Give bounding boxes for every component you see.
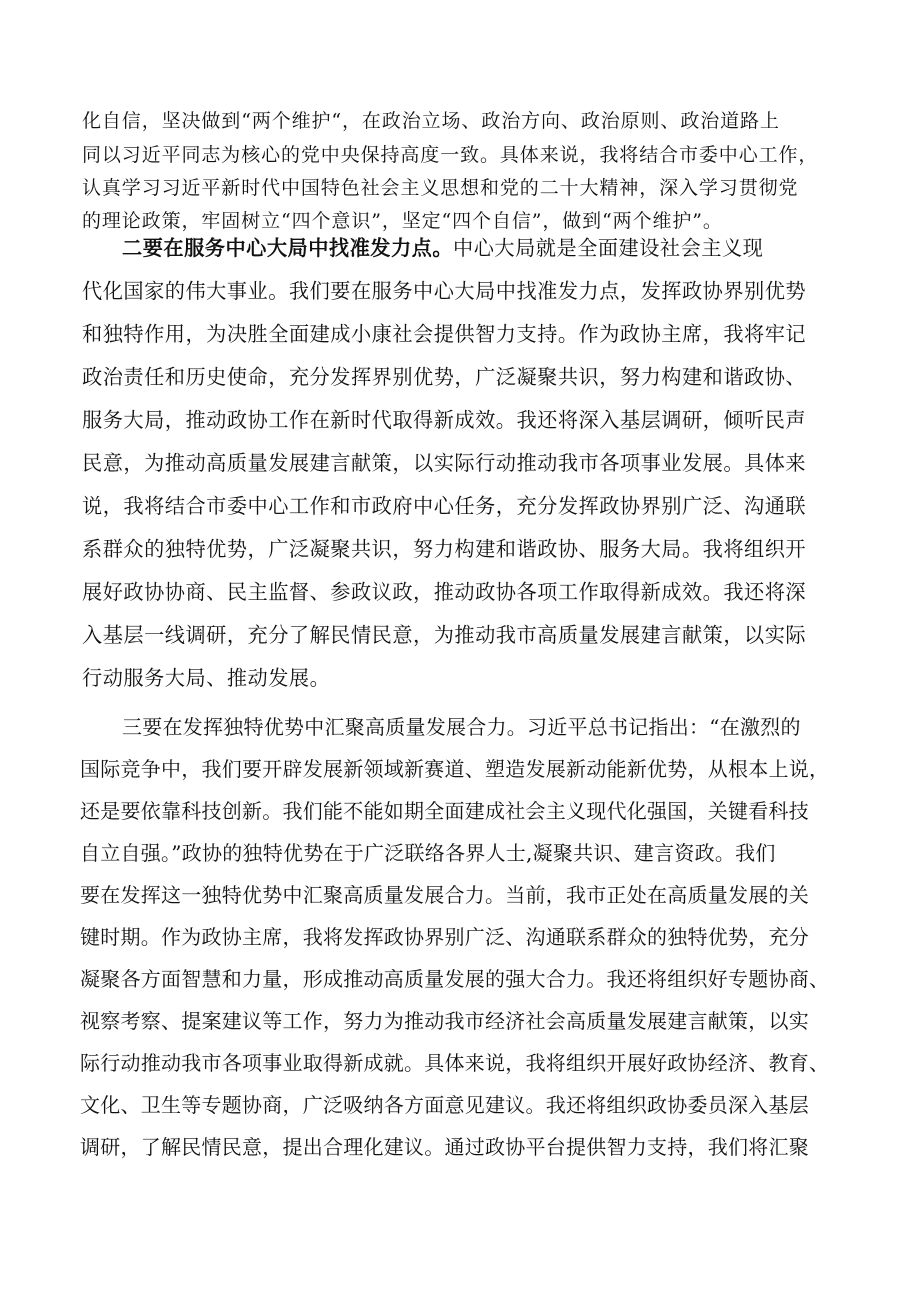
paragraph-1-line: 的理论政策，牢固树立“四个意识”，坚定“四个自信”，做到“两个维护”。 (82, 210, 723, 232)
paragraph-2-heading: 二要在服务中心大局中找准发力点。 (122, 236, 454, 260)
paragraph-3-line: 际行动推动我市各项事业取得新成就。具体来说，我将组织开展好政协经济、教育、 (80, 1051, 830, 1075)
paragraph-3-line: 三要在发挥独特优势中汇聚高质量发展合力。习近平总书记指出：“在激烈的 (122, 715, 801, 739)
paragraph-3-line: 视察考察、提案建议等工作，努力为推动我市经济社会高质量发展建言献策，以实 (80, 1009, 809, 1033)
paragraph-3-line: 键时期。作为政协主席，我将发挥政协界别广泛、沟通联系群众的独特优势，充分 (80, 925, 809, 949)
paragraph-1-line: 化自信，坚决做到“两个维护“，在政治立场、政治方向、政治原则、政治道路上 (82, 110, 780, 132)
paragraph-2-line: 代化国家的伟大事业。我们要在服务中心大局中找准发力点，发挥政协界别优势 (82, 279, 807, 303)
paragraph-2-first-line-text: 中心大局就是全面建设社会主义现 (453, 236, 764, 260)
paragraph-2-line: 入基层一线调研，充分了解民情民意，为推动我市高质量发展建言献策，以实际 (82, 623, 807, 647)
paragraph-3-line: 要在发挥这一独特优势中汇聚高质量发展合力。当前，我市正处在高质量发展的关 (80, 883, 809, 907)
paragraph-2-line: 服务大局，推动政协工作在新时代取得新成效。我还将深入基层调研，倾听民声 (82, 408, 807, 432)
paragraph-2-line: 和独特作用，为决胜全面建成小康社会提供智力支持。作为政协主席，我将牢记 (82, 322, 807, 346)
paragraph-1-line: 同以习近平同志为核心的党中央保持高度一致。具体来说，我将结合市委中心工作， (82, 144, 819, 166)
paragraph-3-line: 文化、卫生等专题协商，广泛吸纳各方面意见建议。我还将组织政协委员深入基层 (80, 1093, 809, 1117)
paragraph-3-line: 凝聚各方面智慧和力量，形成推动高质量发展的强大合力。我还将组织好专题协商、 (80, 967, 830, 991)
paragraph-3-line: 调研，了解民情民意，提出合理化建议。通过政协平台提供智力支持，我们将汇聚 (80, 1135, 809, 1159)
paragraph-2-line: 系群众的独特优势，广泛凝聚共识，努力构建和谐政协、服务大局。我将组织开 (82, 537, 807, 561)
paragraph-1-line: 认真学习习近平新时代中国特色社会主义思想和党的二十大精神，深入学习贯彻党 (82, 177, 799, 199)
paragraph-2-line: 说，我将结合市委中心工作和市政府中心任务，充分发挥政协界别广泛、沟通联 (82, 494, 807, 518)
paragraph-2-line: 民意，为推动高质量发展建言献策，以实际行动推动我市各项事业发展。具体来 (82, 451, 807, 475)
paragraph-2-line: 政治责任和历史使命，充分发挥界别优势，广泛凝聚共识，努力构建和谐政协、 (82, 365, 807, 389)
paragraph-2-first-line (122, 232, 763, 261)
paragraph-3-line: 国际竞争中，我们要开辟发展新领域新赛道、塑造发展新动能新优势，从根本上说， (80, 757, 830, 781)
paragraph-3-line: 还是要依靠科技创新。我们能不能如期全面建成社会主义现代化强国，关键看科技 (80, 799, 809, 823)
paragraph-3-line: 自立自强。”政协的独特优势在于广泛联络各界人士,凝聚共识、建言资政。我们 (80, 841, 776, 865)
paragraph-2-line: 展好政协协商、民主监督、参政议政，推动政协各项工作取得新成效。我还将深 (82, 580, 807, 604)
paragraph-2-line: 行动服务大局、推动发展。 (82, 666, 331, 690)
